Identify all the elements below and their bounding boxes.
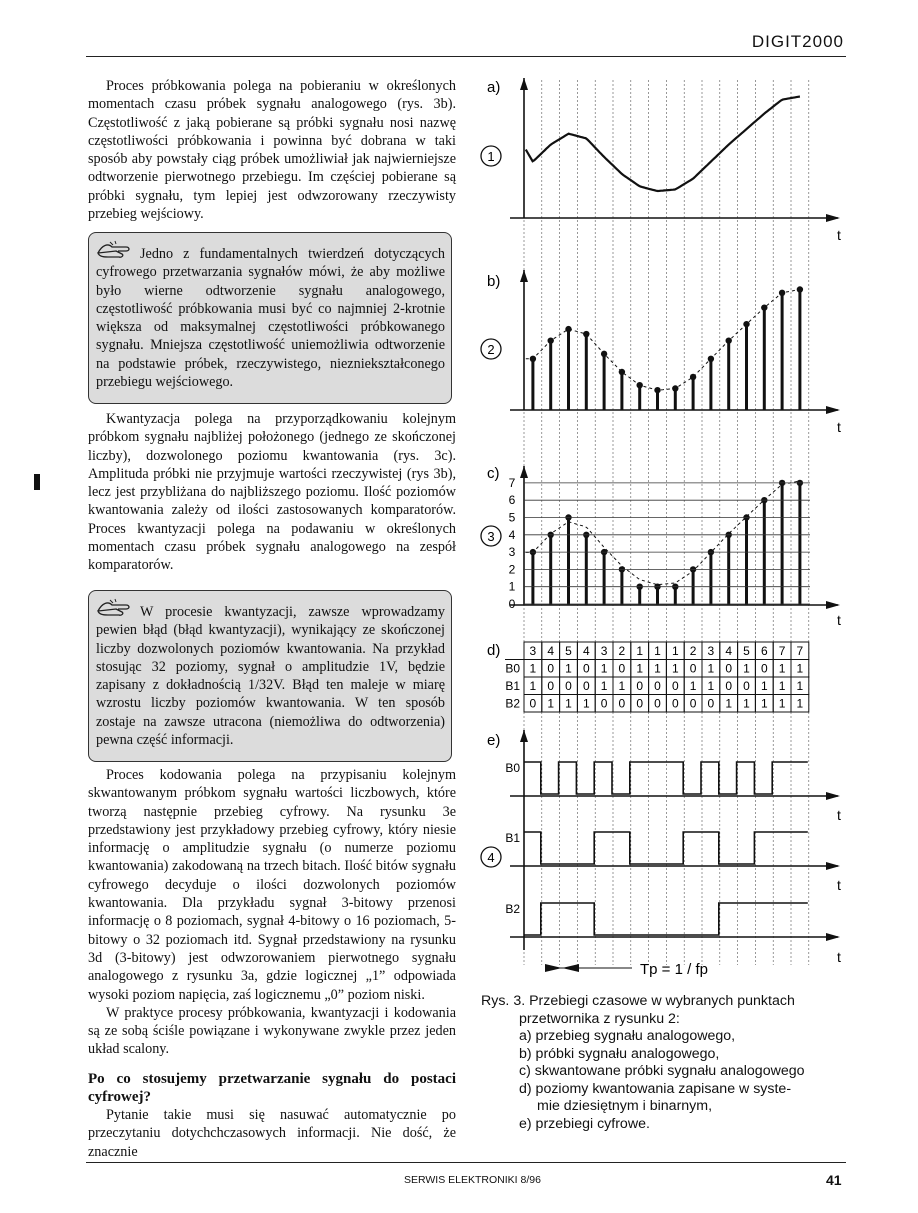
table-value: 0 [582,661,590,676]
sample-dot [637,382,643,388]
footer-rule [86,1162,846,1163]
level-label: 3 [508,545,516,560]
digital-waveform [524,903,808,935]
digital-waveform [524,762,808,794]
table-value: 1 [671,661,679,676]
paragraph-text: Proces kodowania polega na przypisaniu kolejnym skwantowanym próbkom sygnału wartości liczbowych, które tworzą następnie przebieg cyfrowy. Na rysunku 3e przedstawiony jest przykładowy przebieg cyfrowy, który niesie informację o amplitudzie sygnału (o numerze poziomu kwantowania) zakodowaną na trzech bitach. Ilość bitów sygnału cyfrowego decyduje o ilości dozwolonych poziomów kwantowania. Dla przykładu sygnał 3-bitowy przenosi informację o 8 poziomach, sygnał 4-bitowy o 16 poziomach, 5-bitowy o 32 poziomach itd. Sygnał przedstawiony na rysunku 3d (3-bitowy) jest odwzorowaniem pierwotnego sygnału analogowego z rysunku 3a, gdzie logicznej „1” odpowiada wysoki poziom napięcia, zaś logicznemu „0” poziom niski. [88,767,456,1003]
table-value: 0 [565,679,572,693]
table-value: 0 [760,661,768,676]
circle-marker-3 [481,526,501,546]
waveform-label: B0 [505,761,520,775]
section-heading: Po co stosujemy przetwarzanie sygnału do postaci cyfrowej? [88,1071,456,1105]
circle-number: 4 [487,850,495,865]
table-value: 1 [778,696,786,711]
table-row-label: B1 [505,679,520,693]
y-axis-arrow [520,270,528,282]
table-value: 1 [565,661,572,676]
page-header-title: DIGIT2000 [751,32,844,51]
t-label-a: t [837,227,841,243]
table-value: 0 [529,696,537,711]
waveform-label: B1 [505,831,520,845]
label-d: d) [487,642,501,659]
code-table [505,642,809,712]
y-axis-arrow [520,78,528,90]
level-label: 0 [508,597,516,611]
label-c: c) [487,465,500,482]
table-value: 1 [618,679,626,693]
table-value: 7 [778,644,786,658]
x-axis-arrow [826,792,840,800]
table-value: 1 [689,679,697,693]
table-value: 0 [547,661,555,676]
table-value: 4 [547,644,555,658]
table-value: 0 [582,679,590,693]
sample-dot [797,286,803,292]
sample-dot [565,326,571,332]
page-number: 41 [826,1172,842,1188]
sample-dot [761,304,767,310]
table-value: 0 [618,696,626,711]
level-label: 6 [508,493,516,508]
table-value: 1 [565,696,572,711]
note-box-theorem [88,232,452,404]
table-value: 1 [529,679,537,693]
sample-dot [708,356,714,362]
caption-item: c) skwantowane próbki sygnału analogowego [519,1063,805,1079]
table-value: 0 [636,679,644,693]
sample-dot [530,356,536,362]
paragraph-quantization [88,410,456,575]
table-value: 1 [654,661,661,676]
table-value: 4 [582,644,590,658]
margin-mark [34,474,40,490]
note-box-quantization-error [88,590,452,762]
paragraph-text: Kwantyzacja polega na przyporządkowaniu kolejnym próbkom sygnału najbliżej położonego (jednego ze skończonej liczby), dozwolonego poziomu kwantowania (rys. 3c). Amplituda próbki nie przyjmuje wartości rzeczywistej (rys 3b), lecz jest przybliżana do najbliższego poziomu. Ilość poziomów kwantowania zależy od ilości zastosowanych komparatorów. Proces kwantyzacji polega na podawaniu w określonych momentach czasu próbek sygnału analogowego na zespół komparatorów. [88,411,456,574]
table-value: 1 [760,679,768,693]
pointing-hand-icon [96,597,136,619]
table-value: 1 [725,696,733,711]
caption-item: d) poziomy kwantowania zapisane w syste- [519,1080,792,1097]
table-value: 0 [654,696,661,711]
table-value: 0 [707,696,715,711]
level-label: 1 [508,579,516,594]
sample-dot [743,321,749,327]
section-why-digital [88,1070,456,1161]
y-axis-arrow [520,466,528,478]
table-value: 1 [654,644,661,658]
table-value: 6 [760,644,768,658]
table-value: 1 [760,696,768,711]
sample-dot [779,290,785,296]
label-b: b) [487,273,501,290]
table-value: 1 [778,679,786,693]
table-row-label: B2 [505,696,520,711]
table-value: 5 [743,644,750,658]
y-axis-arrow [520,730,528,742]
paragraph-text: W praktyce procesy próbkowania, kwantyzacji i kodowania są ze sobą ściśle powiązane i wykonywane zwykle przez jeden układ scalony. [88,1004,456,1058]
table-value: 0 [618,661,626,676]
circle-number: 3 [487,529,495,544]
table-value: 3 [600,644,608,658]
period-marker [545,961,708,978]
table-value: 1 [529,661,537,676]
table-value: 2 [689,644,697,658]
header-rule [86,56,846,57]
table-value: 0 [725,679,733,693]
footer-magazine: SERWIS ELEKTRONIKI 8/96 [404,1174,541,1186]
table-value: 0 [689,696,697,711]
t-label-b1: t [837,877,841,893]
table-value: 7 [796,644,804,658]
sample-dot [672,385,678,391]
t-label-c: t [837,612,841,628]
t-label-b2: t [837,949,841,965]
table-value: 0 [671,696,679,711]
paragraph-sampling [88,77,456,223]
quantized-samples [530,480,803,605]
table-value: 1 [582,696,590,711]
table-value: 1 [671,644,679,658]
table-value: 1 [778,661,786,676]
level-label: 4 [508,527,516,542]
caption-item: a) przebieg sygnału analogowego, [519,1028,736,1044]
table-value: 1 [796,679,804,693]
paragraph-text: Pytanie takie musi się nasuwać automatycznie po przeczytaniu dotychchczasowych informacji. Nie dość, że znacznie [88,1107,456,1160]
period-label: Tp = 1 / fp [640,961,708,978]
analog-signal-curve [526,97,800,192]
x-axis-arrow [826,933,840,941]
caption-title: Rys. 3. Przebiegi czasowe w wybranych punktach [481,993,795,1009]
x-axis-arrow [826,214,840,222]
table-value: 2 [618,644,626,658]
table-row-label: B0 [505,661,520,676]
table-value: 1 [796,696,804,711]
table-value: 5 [565,644,572,658]
digital-waveforms [505,730,840,950]
digital-waveform [524,832,808,864]
table-value: 4 [725,644,733,658]
sample-dot [619,369,625,375]
table-value: 0 [636,696,644,711]
caption-item: mie dziesiętnym i binarnym, [537,1098,713,1114]
note-text: W procesie kwantyzacji, zawsze wprowadzamy pewien błąd (błąd kwantyzacji), wynikający ze skończonej liczby dozwolonych poziomów kwantowania. Na przykład stosując 32 poziomy, sygnał o amplitudzie 1V, będzie zapisany z dokładnością 1/32V. Błąd ten maleje w miarę wzrostu liczby poziomów kwantowania. W ten sposób zostaje na zawsze utracona (niemożliwa do odtworzenia) pewna część informacji. [96,604,445,749]
table-value: 1 [743,696,750,711]
sample-dot [726,337,732,343]
circle-number: 2 [487,342,495,357]
table-value: 3 [707,644,715,658]
timing-figure [470,60,850,1000]
label-a: a) [487,79,501,96]
caption-item: e) przebiegi cyfrowe. [519,1115,650,1132]
paragraph-text: Proces próbkowania polega na pobieraniu w określonych momentach czasu próbek sygnału analogowego (rys. 3b). Częstotliwość z jaką pobierane są próbki sygnału nosi nazwę częstotliwości próbkowania i powinna być dobrana w taki sposób aby powstały ciąg próbek umożliwiał jak najwierniejsze odtworzenie pierwotnego przebiegu. Im częściej pobierane są próbki sygnału, tym lepiej jest odwzorowany rzeczywisty przebieg wejściowy. [88,78,456,223]
waveform-label: B2 [505,902,520,916]
table-value: 1 [743,661,750,676]
sample-dot [548,337,554,343]
circle-marker-4 [481,847,501,867]
sample-dot [654,387,660,393]
figure-caption [481,993,861,1133]
table-value: 1 [636,661,644,676]
caption-item: b) próbki sygnału analogowego, [519,1045,720,1062]
table-value: 1 [707,661,715,676]
paragraph-coding [88,766,456,1059]
sample-dot [601,351,607,357]
table-value: 3 [529,644,537,658]
label-e: e) [487,732,501,749]
table-value: 1 [600,679,608,693]
x-axis-arrow [826,406,840,414]
circle-number: 1 [487,149,495,164]
level-label: 5 [508,510,516,525]
sample-dot [690,374,696,380]
table-value: 0 [689,661,697,676]
caption-title-cont: przetwornika z rysunku 2: [519,1010,680,1027]
circle-marker-2 [481,339,501,359]
table-value: 1 [547,696,555,711]
note-text: Jedno z fundamentalnych twierdzeń dotyczących cyfrowego przetwarzania sygnałów mówi, że aby możliwe było wierne odtworzenie sygnału analogowego, częstotliwość próbkowania musi być co najmniej 2-krotnie większa od maksymalnej częstotliwości próbkowanego sygnału. Mniejsza częstotliwość uniemożliwia odtworzenie na podstawie próbek, rzeczywistego, niezniekształconego przebiegu wejściowego. [96,246,445,391]
table-value: 0 [654,679,661,693]
table-value: 0 [743,679,750,693]
table-value: 0 [547,679,555,693]
x-axis-arrow [826,862,840,870]
sample-dot [583,331,589,337]
t-label-b0: t [837,807,841,823]
table-value: 1 [600,661,608,676]
table-value: 0 [671,679,679,693]
table-value: 0 [600,696,608,711]
table-value: 0 [725,661,733,676]
t-label-b: t [837,419,841,435]
table-value: 1 [707,679,715,693]
table-value: 1 [636,644,644,658]
level-label: 7 [508,475,516,490]
circle-marker-1 [481,146,501,166]
sample-envelope [526,290,800,391]
x-axis-arrow [826,601,840,609]
table-value: 1 [796,661,804,676]
pointing-hand-icon [96,239,136,261]
level-label: 2 [508,562,516,577]
